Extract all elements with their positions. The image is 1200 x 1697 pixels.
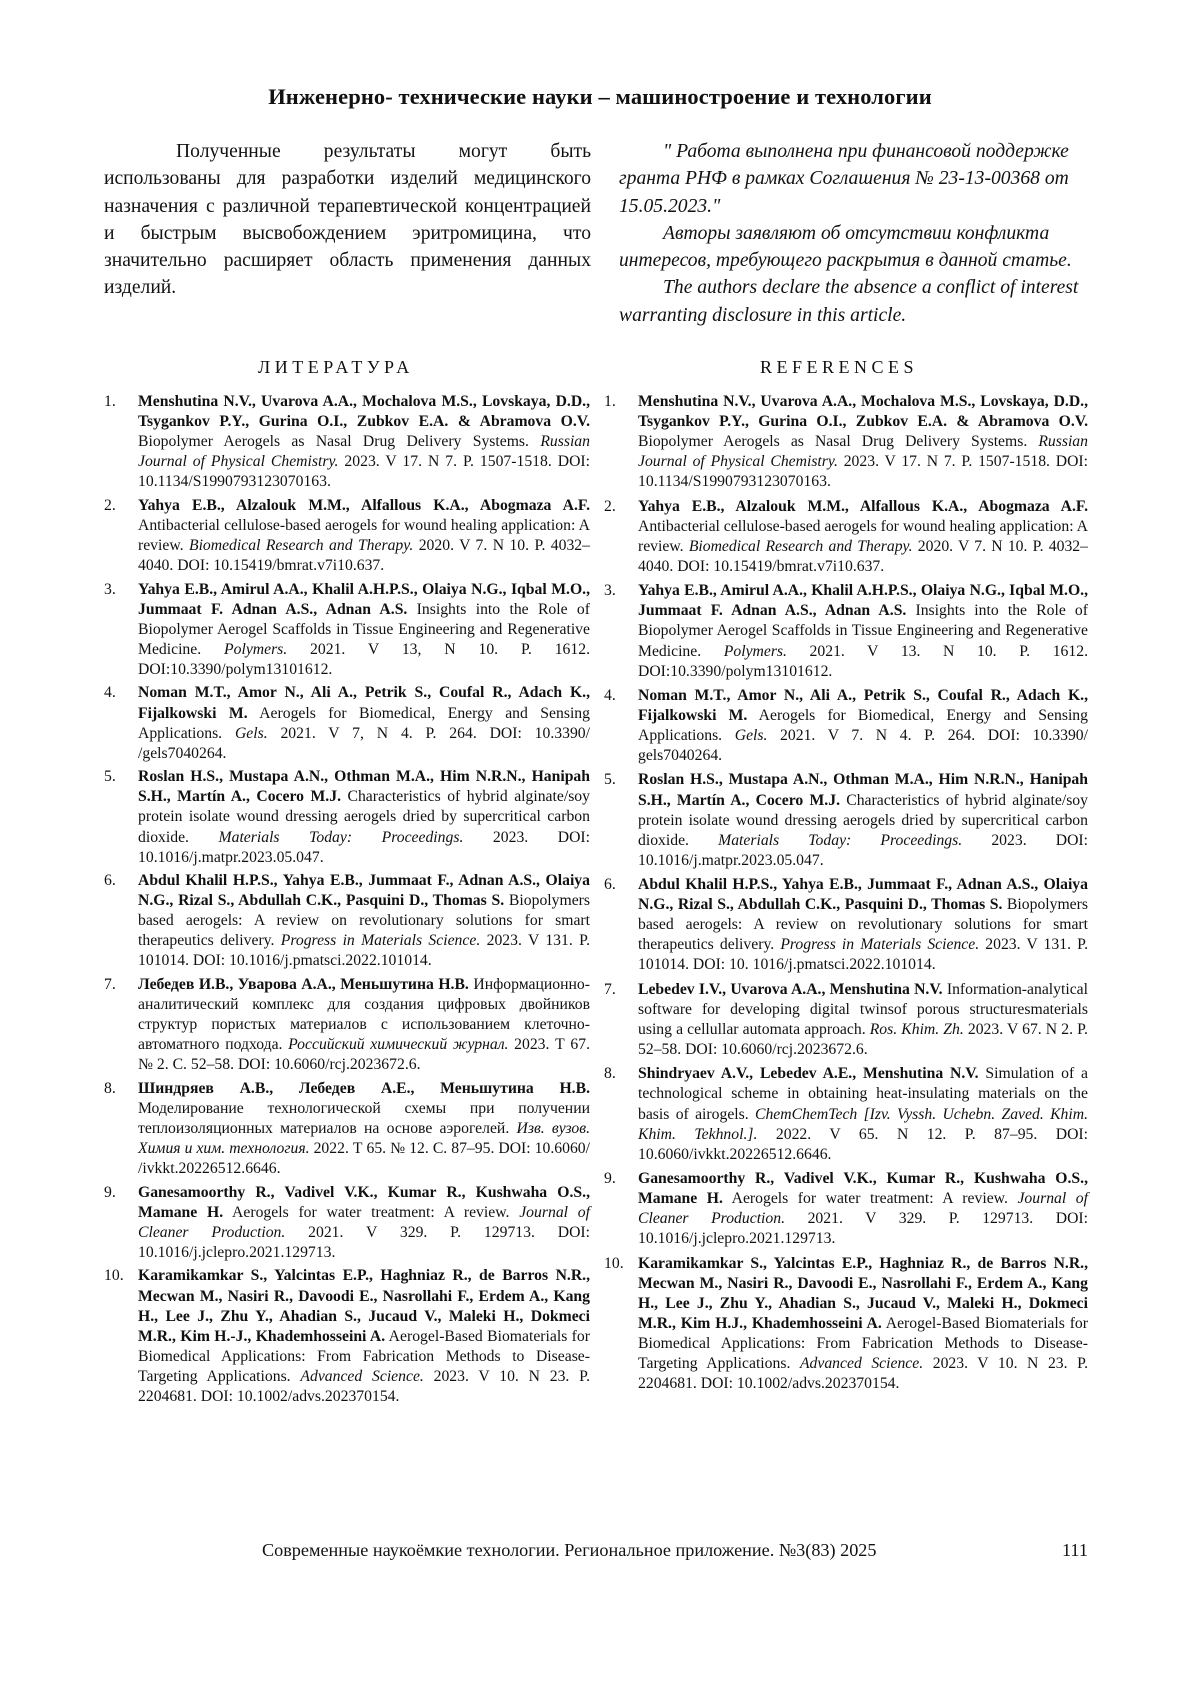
literature-list bbox=[104, 392, 590, 1411]
reference-details: 2022. V 65. N 12. P. 87–95. DOI: 10.6060/ivkkt.20226512.6646. bbox=[638, 1125, 1088, 1163]
reference-details: 2021. V 329. P. 129713. DOI: 10.1016/j.jclepro.2021.129713. bbox=[638, 1210, 1088, 1248]
reference-item bbox=[104, 580, 590, 680]
reference-journal: Ros. Khim. Zh. bbox=[869, 1020, 964, 1038]
reference-details: 2023. V 67. N 2. P. 52–58. DOI: 10.6060/rcj.2023672.6. bbox=[638, 1020, 1088, 1059]
reference-number: 8. bbox=[104, 1079, 116, 1097]
reference-details: 2021. V 13. N 10. P. 1612. DOI:10.3390/polym13101612. bbox=[638, 642, 1089, 680]
reference-authors: Шиндряев А.В., Лебедев А.Е., Меньшутина Н.В. bbox=[138, 1079, 590, 1097]
reference-item bbox=[604, 686, 1088, 766]
references-list bbox=[604, 392, 1088, 1398]
reference-authors: Abdul Khalil H.P.S., Yahya E.B., Jummaat F., Adnan A.S., Olaiya N.G., Rizal S., Abdullah C.K., Pasquini D., Thomas S. bbox=[138, 872, 590, 910]
reference-details: 2023. V 17. N 7. P. 1507-1518. DOI: 10.1134/S1990793123070163. bbox=[638, 453, 1088, 491]
literature-heading: ЛИТЕРАТУРА bbox=[258, 357, 414, 377]
reference-number: 3. bbox=[104, 580, 116, 598]
reference-number: 2. bbox=[104, 496, 116, 514]
reference-authors: Menshutina N.V., Uvarova A.A., Mochalova M.S., Lovskaya, D.D., Tsygankov P.Y., Gurina O.I., Zubkov E.A. & Abramova O.V. bbox=[138, 393, 590, 431]
reference-title: Characteristics of hybrid alginate/soy protein isolate wound dressing aerogels dried by supercritical carbon dioxide. bbox=[138, 788, 590, 846]
reference-title: Aerogels for water treatment: A review. bbox=[223, 1203, 520, 1221]
reference-journal: Russian Journal of Physical Chemistry. bbox=[638, 433, 1088, 471]
reference-authors: Noman M.T., Amor N., Ali A., Petrik S., Coufal R., Adach K., Fijalkowski M. bbox=[638, 686, 1088, 724]
references-heading: REFERENCES bbox=[760, 357, 919, 377]
reference-item bbox=[104, 1266, 590, 1407]
reference-details: 2023. V 10. N 23. P. 2204681. DOI: 10.1002/advs.202370154. bbox=[638, 1355, 1089, 1393]
reference-item bbox=[104, 767, 590, 867]
reference-authors: Karamikamkar S., Yalcintas E.P., Haghniaz R., de Barros N.R., Mecwan M., Nasiri R., Davoodi E., Nasrollahi F., Erdem A., Kang H., Lee J., Zhu Y., Ahadian S., Jucaud V., Maleki H., Dokmeci M.R., Kim H.J., Khademhosseini A. bbox=[638, 1254, 1088, 1332]
reference-journal: Materials Today: Proceedings. bbox=[718, 831, 963, 849]
reference-authors: Yahya E.B., Amirul A.A., Khalil A.H.P.S., Olaiya N.G., Iqbal M.O., Jummaat F. Adnan A.S., Adnan A.S. bbox=[638, 582, 1088, 620]
reference-item bbox=[604, 980, 1088, 1060]
reference-number: 3. bbox=[604, 582, 616, 600]
reference-item bbox=[604, 581, 1088, 681]
reference-authors: Лебедев И.В., Уварова А.А., Меньшутина Н.В. bbox=[138, 975, 469, 993]
reference-details: 2020. V 7. N 10. P. 4032–4040. DOI: 10.15419/bmrat.v7i10.637. bbox=[138, 537, 590, 575]
reference-number: 2. bbox=[604, 497, 616, 515]
reference-journal: Progress in Materials Science. bbox=[780, 936, 980, 954]
reference-number: 10. bbox=[604, 1254, 624, 1272]
reference-journal: Biomedical Research and Therapy. bbox=[688, 537, 913, 555]
reference-details: 2023. DOI: 10.1016/j.matpr.2023.05.047. bbox=[138, 828, 590, 866]
reference-number: 6. bbox=[604, 876, 616, 894]
page-header: Инженерно- технические науки – машиностроение и технологии bbox=[268, 84, 932, 109]
reference-title: Simulation of a technological scheme in obtaining heat-insulating materials on the basis of airogels. bbox=[638, 1065, 1088, 1123]
reference-item bbox=[604, 392, 1088, 492]
reference-journal: Progress in Materials Science. bbox=[280, 932, 481, 950]
conclusion-text: Полученные результаты могут быть использованы для разработки изделий медицинского назначения с различной терапевтической концентрацией и быстрым высвобождением эритромицина, что значительно расширяет область применения данных изделий. bbox=[104, 141, 591, 299]
reference-title: Biopolymers based aerogels: A review on revolutionary solutions for smart therapeutics delivery. bbox=[138, 892, 590, 950]
reference-details: 2021. V 7. N 4. P. 264. DOI: 10.3390/ gels7040264. bbox=[638, 727, 1088, 765]
reference-journal: ChemChemTech [Izv. Vyssh. Uchebn. Zaved. Khim. Khim. Tekhnol.]. bbox=[638, 1105, 1088, 1143]
reference-authors: Menshutina N.V., Uvarova A.A., Mochalova M.S., Lovskaya, D.D., Tsygankov P.Y., Gurina O.I., Zubkov E.A. & Abramova O.V. bbox=[638, 393, 1088, 431]
reference-details: 2020. V 7. N 10. P. 4032–4040. DOI: 10.15419/bmrat.v7i10.637. bbox=[638, 537, 1088, 575]
reference-details: 2023. DOI: 10.1016/j.matpr.2023.05.047. bbox=[638, 831, 1088, 869]
page-number: 111 bbox=[1062, 1540, 1088, 1560]
reference-authors: Yahya E.B., Alzalouk M.M., Alfallous K.A., Abogmaza A.F. bbox=[138, 496, 590, 514]
reference-number: 9. bbox=[604, 1169, 616, 1187]
reference-title: Информационно-аналитический комплекс для создания цифровых двойников структур пористых материалов с использованием клеточно-автоматного подхода. bbox=[138, 975, 590, 1054]
reference-journal: Advanced Science. bbox=[799, 1355, 924, 1372]
reference-number: 5. bbox=[104, 768, 116, 786]
reference-journal: Изв. вузов. Химия и хим. технология. bbox=[138, 1120, 590, 1158]
reference-number: 6. bbox=[104, 872, 116, 890]
reference-authors: Shindryaev A.V., Lebedev A.E., Menshutina N.V. bbox=[638, 1065, 979, 1083]
reference-details: 2023. Т 67. № 2. С. 52–58. DOI: 10.6060/rcj.2023672.6. bbox=[138, 1036, 590, 1074]
reference-number: 7. bbox=[104, 975, 116, 993]
reference-journal: Journal of Cleaner Production. bbox=[638, 1190, 1089, 1228]
reference-item bbox=[604, 875, 1088, 975]
reference-item bbox=[104, 392, 590, 492]
reference-details: 2023. V 17. N 7. P. 1507-1518. DOI: 10.1134/S1990793123070163. bbox=[138, 453, 590, 491]
reference-authors: Yahya E.B., Amirul A.A., Khalil A.H.P.S., Olaiya N.G., Iqbal M.O., Jummaat F. Adnan A.S., Adnan A.S. bbox=[138, 580, 590, 618]
conclusion-paragraph bbox=[104, 138, 591, 302]
reference-item bbox=[104, 1079, 590, 1179]
reference-item bbox=[604, 1064, 1088, 1164]
reference-authors: Yahya E.B., Alzalouk M.M., Alfallous K.A., Abogmaza A.F. bbox=[638, 497, 1088, 515]
reference-number: 10. bbox=[104, 1267, 124, 1285]
reference-title: Antibacterial cellulose-based aerogels for wound healing application: A review. bbox=[138, 516, 590, 555]
reference-title: Aerogels for water treatment: A review. bbox=[722, 1190, 1018, 1208]
reference-item bbox=[604, 1254, 1088, 1395]
reference-authors: Karamikamkar S., Yalcintas E.P., Haghniaz R., de Barros N.R., Mecwan M., Nasiri R., Davoodi E., Nasrollahi F., Erdem A., Kang H., Lee J., Zhu Y., Ahadian S., Jucaud V., Maleki H., Dokmeci M.R., Kim H.-J., Khademhosseini A. bbox=[138, 1267, 590, 1345]
reference-number: 1. bbox=[604, 393, 616, 410]
reference-number: 4. bbox=[104, 684, 116, 702]
reference-details: 2022. Т 65. № 12. С. 87–95. DOI: 10.6060/ /ivkkt.20226512.6646. bbox=[138, 1140, 590, 1178]
acknowledgements bbox=[619, 138, 1087, 329]
reference-authors: Ganesamoorthy R., Vadivel V.K., Kumar R., Kushwaha O.S., Mamane H. bbox=[638, 1169, 1088, 1208]
reference-journal: Российский химический журнал. bbox=[288, 1036, 509, 1054]
reference-title: Aerogel-Based Biomaterials for Biomedical Applications: From Fabrication Methods to Disease-Targeting Applications. bbox=[638, 1314, 1088, 1372]
reference-journal: Gels. bbox=[234, 724, 268, 742]
reference-item bbox=[104, 871, 590, 971]
reference-title: Characteristics of hybrid alginate/soy protein isolate wound dressing aerogels dried by supercritical carbon dioxide. bbox=[638, 791, 1088, 849]
reference-authors: Noman M.T., Amor N., Ali A., Petrik S., Coufal R., Adach K., Fijalkowski M. bbox=[138, 684, 590, 722]
reference-number: 1. bbox=[104, 393, 116, 410]
journal-footer: Современные наукоёмкие технологии. Региональное приложение. №3(83) 2025 bbox=[262, 1540, 877, 1560]
reference-details: 2023. V 131. P. 101014. DOI: 10.1016/j.pmatsci.2022.101014. bbox=[138, 932, 591, 970]
funding-note: " Работа выполнена при финансовой поддержке гранта РНФ в рамках Соглашения № 23-13-00368 от 15.05.2023." bbox=[619, 141, 1069, 217]
reference-details: 2023. V 131. P. 101014. DOI: 10. 1016/j.pmatsci.2022.101014. bbox=[638, 936, 1089, 974]
reference-details: 2021. V 13, N 10. P. 1612. DOI:10.3390/polym13101612. bbox=[138, 640, 591, 678]
reference-title: Aerogels for Biomedical, Energy and Sensing Applications. bbox=[638, 706, 1088, 745]
reference-journal: Advanced Science. bbox=[300, 1367, 424, 1385]
conflict-statement-ru: Авторы заявляют об отсутствии конфликта интересов, требующего раскрытия в данной статье. bbox=[619, 222, 1072, 272]
reference-journal: Gels. bbox=[734, 727, 768, 745]
reference-item bbox=[104, 496, 590, 576]
reference-journal: Biomedical Research and Therapy. bbox=[188, 537, 414, 555]
reference-authors: Abdul Khalil H.P.S., Yahya E.B., Jummaat F., Adnan A.S., Olaiya N.G., Rizal S., Abdullah C.K., Pasquini D., Thomas S. bbox=[638, 876, 1088, 914]
reference-item bbox=[604, 770, 1088, 870]
reference-details: 2021. V 7, N 4. P. 264. DOI: 10.3390/ /gels7040264. bbox=[138, 724, 590, 762]
reference-journal: Polymers. bbox=[224, 640, 288, 658]
reference-title: Biopolymer Aerogels as Nasal Drug Delivery Systems. bbox=[138, 433, 541, 451]
reference-title: Insights into the Role of Biopolymer Aerogel Scaffolds in Tissue Engineering and Regenerative Medicine. bbox=[638, 602, 1089, 660]
reference-number: 5. bbox=[604, 771, 616, 789]
reference-title: Biopolymer Aerogels as Nasal Drug Delivery Systems. bbox=[638, 433, 1039, 451]
reference-journal: Materials Today: Proceedings. bbox=[218, 828, 464, 846]
reference-title: Моделирование технологической схемы при получении теплоизоляционных материалов на основе аэрогелей. bbox=[138, 1099, 590, 1138]
reference-item bbox=[104, 975, 590, 1075]
reference-number: 8. bbox=[604, 1065, 616, 1083]
reference-title: Aerogels for Biomedical, Energy and Sensing Applications. bbox=[138, 704, 590, 742]
conflict-statement-en: The authors declare the absence a conflict of interest warranting disclosure in this article. bbox=[619, 277, 1079, 326]
reference-authors: Lebedev I.V., Uvarova A.A., Menshutina N.V. bbox=[638, 980, 943, 998]
reference-journal: Russian Journal of Physical Chemistry. bbox=[138, 433, 590, 471]
reference-authors: Roslan H.S., Mustapa A.N., Othman M.A., Him N.R.N., Hanipah S.H., Martín A., Cocero M.J. bbox=[638, 771, 1088, 809]
reference-title: Biopolymers based aerogels: A review on revolutionary solutions for smart therapeutics delivery. bbox=[638, 896, 1088, 954]
reference-item bbox=[104, 683, 590, 763]
reference-title: Information-analytical software for developing digital twinsof porous structuresmaterials using a cellullar automata approach. bbox=[638, 980, 1088, 1038]
reference-authors: Ganesamoorthy R., Vadivel V.K., Kumar R., Kushwaha O.S., Mamane H. bbox=[138, 1183, 590, 1221]
reference-journal: Polymers. bbox=[723, 642, 787, 660]
reference-title: Insights into the Role of Biopolymer Aerogel Scaffolds in Tissue Engineering and Regenerative Medicine. bbox=[138, 600, 591, 658]
reference-journal: Journal of Cleaner Production. bbox=[138, 1203, 590, 1241]
reference-authors: Roslan H.S., Mustapa A.N., Othman M.A., Him N.R.N., Hanipah S.H., Martín A., Cocero M.J. bbox=[138, 768, 590, 806]
reference-title: Antibacterial cellulose-based aerogels for wound healing application: A review. bbox=[638, 517, 1088, 555]
reference-item bbox=[104, 1183, 590, 1263]
reference-number: 7. bbox=[604, 980, 616, 998]
reference-details: 2021. V 329. P. 129713. DOI: 10.1016/j.jclepro.2021.129713. bbox=[138, 1223, 590, 1261]
reference-item bbox=[604, 497, 1088, 577]
reference-item bbox=[604, 1169, 1088, 1249]
reference-title: Aerogel-Based Biomaterials for Biomedical Applications: From Fabrication Methods to Disease-Targeting Applications. bbox=[138, 1327, 590, 1385]
reference-details: 2023. V 10. N 23. P. 2204681. DOI: 10.1002/advs.202370154. bbox=[138, 1367, 591, 1406]
reference-number: 9. bbox=[104, 1183, 116, 1201]
reference-number: 4. bbox=[604, 686, 616, 704]
